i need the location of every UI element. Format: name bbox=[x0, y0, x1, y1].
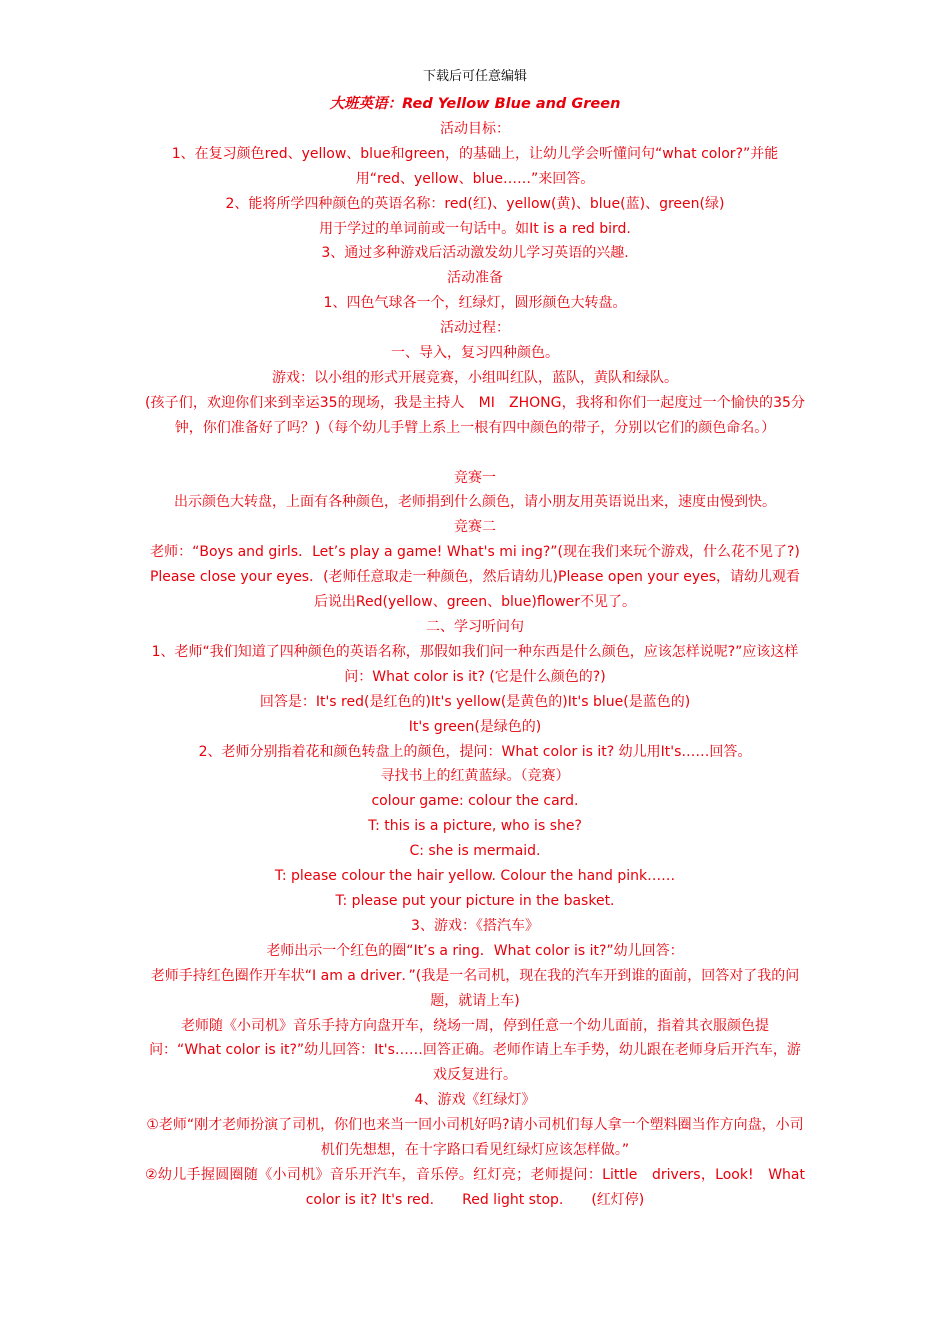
game-3-text-2: 老师手持红色圈作开车状“I am a driver．”(我是一名司机，现在我的汽车开到谁的面前，回答对了我的问题，就请上车) bbox=[150, 967, 800, 1009]
step-listen-questions: 二、学习听问句 bbox=[426, 619, 524, 636]
answers-1: 回答是：It's red(是红色的)It's yellow(是黄色的)It's blue(是蓝色的) bbox=[259, 693, 691, 710]
listen-1: 1、老师“我们知道了四种颜色的英语名称，那假如我们问一种东西是什么颜色，应该怎样说呢?”应该这样问：What color is it? (它是什么颜色的?) bbox=[151, 643, 799, 685]
dialog-line-4: T: please put your picture in the basket. bbox=[335, 892, 615, 909]
goal-2-cont: 用于学过的单词前或一句话中。如It is a red bird. bbox=[319, 220, 631, 237]
game-3-text-3: 老师随《小司机》音乐手持方向盘开车，绕场一周，停到任意一个幼儿面前，指着其衣服颜色提问：“What color is it?”幼儿回答：It's……回答正确。老师作请上车手势，幼儿跟在老师身后开汽车，游戏反复进行。 bbox=[149, 1017, 801, 1084]
game-description: 游戏：以小组的形式开展竞赛，小组叫红队，蓝队，黄队和绿队。 bbox=[272, 369, 678, 386]
host-speech: (孩子们，欢迎你们来到幸运35的现场，我是主持人 MI ZHONG，我将和你们一起度过一个愉快的35分钟，你们准备好了吗？)（每个幼儿手臂上系上一根有四中颜色的带子，分别以它们的颜色命名。） bbox=[145, 394, 805, 436]
page-header: 下载后可任意编辑 bbox=[422, 69, 527, 84]
section-heading-process: 活动过程： bbox=[440, 320, 510, 337]
goal-3: 3、通过多种游戏后活动激发幼儿学习英语的兴趣. bbox=[321, 245, 629, 262]
section-heading-goals: 活动目标： bbox=[440, 120, 510, 137]
goal-2: 2、能将所学四种颜色的英语名称：red(红)、yellow(黄)、blue(蓝)、green(绿) bbox=[225, 195, 725, 212]
section-heading-preparation: 活动准备 bbox=[447, 270, 503, 287]
contest-2-text-2: Please close your eyes．(老师任意取走一种颜色，然后请幼儿)Please open your eyes，请幼儿观看后说出Red(yellow、green、blue)flower不见了。 bbox=[149, 569, 801, 611]
game-4-text-1: ①老师“刚才老师扮演了司机，你们也来当一回小司机好吗?请小司机们每人拿一个塑料圈当作方向盘，小司机们先想想，在十字路口看见红绿灯应该怎样做。” bbox=[146, 1117, 804, 1159]
dialog-line-3: T: please colour the hair yellow. Colour the hand pink…… bbox=[274, 868, 676, 885]
dialog-line-2: C: she is mermaid. bbox=[409, 843, 541, 860]
contest-1-text: 出示颜色大转盘，上面有各种颜色，老师捐到什么颜色，请小朋友用英语说出来，速度由慢到快。 bbox=[174, 494, 776, 511]
document-body bbox=[145, 92, 819, 1213]
blank-line bbox=[145, 441, 805, 466]
contest-1-heading: 竞赛一 bbox=[454, 469, 496, 486]
game-3-text-1: 老师出示一个红色的圈“It’s a ring．What color is it?”幼儿回答： bbox=[266, 942, 684, 959]
answers-2: It's green(是绿色的) bbox=[408, 718, 542, 735]
goal-1: 1、在复习颜色red、yellow、blue和green，的基础上，让幼儿学会听懂问句“what color?”并能用“red、yellow、blue……”来回答。 bbox=[171, 145, 779, 187]
listen-2: 2、老师分别指着花和颜色转盘上的颜色，提问：What color is it? 幼儿用It's……回答。 bbox=[198, 743, 752, 760]
game-4-text-2: ②幼儿手握圆圈随《小司机》音乐开汽车，音乐停。红灯亮；老师提问：Little drivers，Look! What color is it? It's red. Red light stop. (红灯停) bbox=[145, 1166, 819, 1208]
dialog-line-1: T: this is a picture, who is she? bbox=[368, 818, 582, 835]
game-3-heading: 3、游戏：《搭汽车》 bbox=[411, 917, 539, 934]
preparation-1: 1、四色气球各一个，红绿灯，圆形颜色大转盘。 bbox=[323, 295, 627, 312]
contest-2-text-1: 老师：“Boys and girls．Let’s play a game! What's mi ing?”(现在我们来玩个游戏，什么花不见了?) bbox=[150, 544, 800, 561]
game-4-heading: 4、游戏《红绿灯》 bbox=[414, 1092, 536, 1109]
document-title: 大班英语：Red Yellow Blue and Green bbox=[329, 96, 621, 112]
book-search: 寻找书上的红黄蓝绿。（竞赛） bbox=[380, 768, 570, 785]
contest-2-heading: 竞赛二 bbox=[454, 519, 496, 536]
colour-game: colour game: colour the card. bbox=[371, 793, 579, 810]
step-intro: 一、导入，复习四种颜色。 bbox=[391, 345, 559, 362]
